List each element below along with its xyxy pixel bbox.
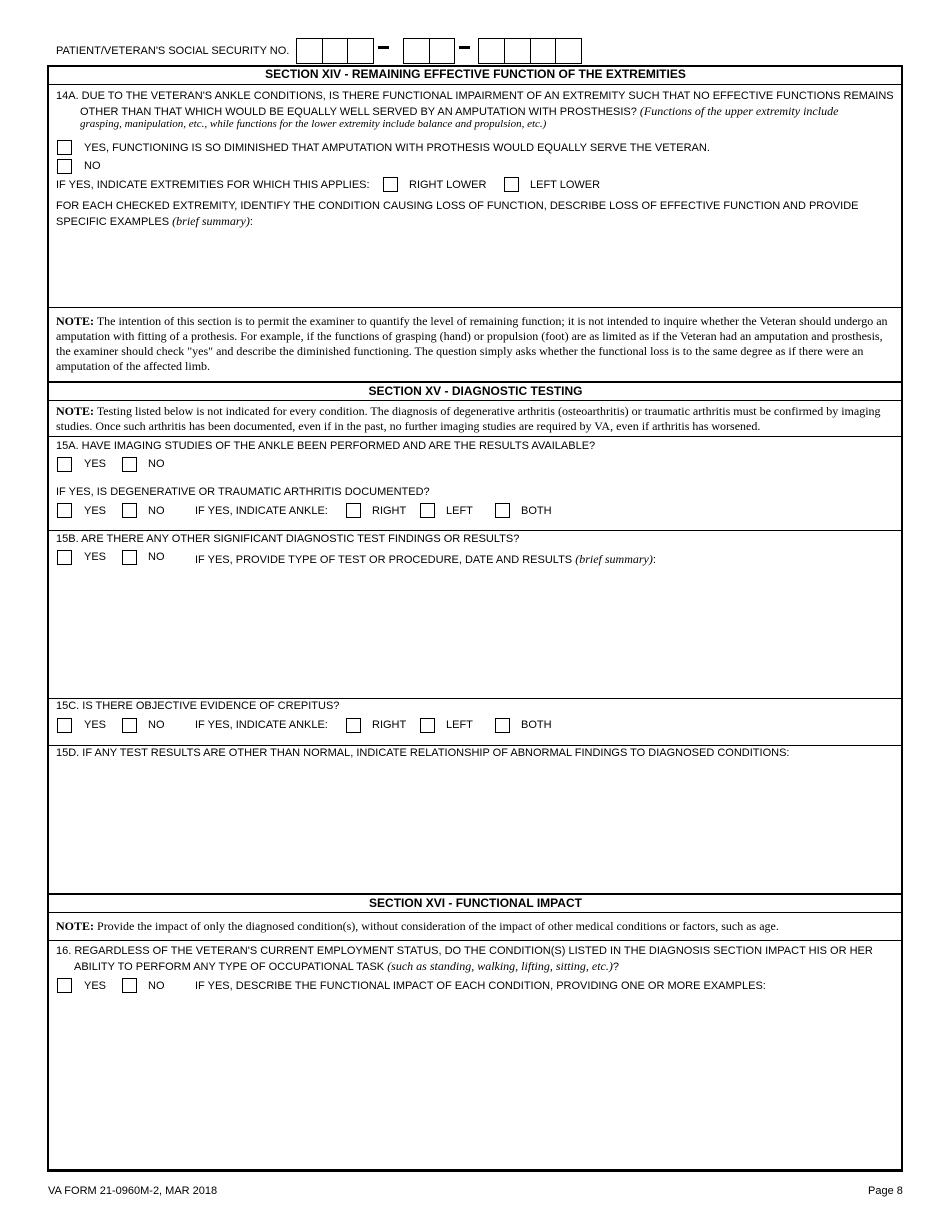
q15c-left-checkbox[interactable] [420, 718, 435, 733]
q15a-right-checkbox[interactable] [346, 503, 361, 518]
q15a-text: 15A. HAVE IMAGING STUDIES OF THE ANKLE BEEN PERFORMED AND ARE THE RESULTS AVAILABLE? [56, 440, 596, 452]
ssn-dash [459, 46, 470, 49]
divider [48, 893, 903, 895]
q14a-extremities-label: IF YES, INDICATE EXTREMITIES FOR WHICH THIS APPLIES: [56, 179, 370, 191]
q16-yes-checkbox[interactable] [57, 978, 72, 993]
q15d-relationship-field[interactable] [56, 764, 896, 890]
q15a-both-checkbox[interactable] [495, 503, 510, 518]
page-number: Page 8 [868, 1185, 903, 1197]
q14a-no-checkbox[interactable] [57, 159, 72, 174]
section-14-title: SECTION XIV - REMAINING EFFECTIVE FUNCTION OF THE EXTREMITIES [265, 67, 686, 81]
q15a-both-label: BOTH [521, 505, 552, 517]
q15c-right-label: RIGHT [372, 719, 407, 731]
q14a-summary-field[interactable] [56, 230, 896, 304]
q14a-text: 14A. DUE TO THE VETERAN'S ANKLE CONDITIONS, IS THERE FUNCTIONAL IMPAIRMENT OF AN EXTREMITY SUCH THAT NO EFFECTIVE FUNCTIONS REMAINS [56, 90, 894, 102]
q15b-text: 15B. ARE THERE ANY OTHER SIGNIFICANT DIAGNOSTIC TEST FINDINGS OR RESULTS? [56, 533, 520, 545]
q15b-yes-checkbox[interactable] [57, 550, 72, 565]
q15c-text: 15C. IS THERE OBJECTIVE EVIDENCE OF CREPITUS? [56, 700, 340, 712]
q16-text-cont: ABILITY TO PERFORM ANY TYPE OF OCCUPATIONAL TASK (such as standing, walking, lifting, sitting, etc.)? [74, 959, 619, 973]
q14a-yes-checkbox[interactable] [57, 140, 72, 155]
q16-text: 16. REGARDLESS OF THE VETERAN'S CURRENT EMPLOYMENT STATUS, DO THE CONDITION(S) LISTED IN THE DIAGNOSIS SECTION IMPACT HIS OR HER [56, 945, 873, 957]
divider [48, 84, 903, 85]
section-16-title: SECTION XVI - FUNCTIONAL IMPACT [369, 896, 582, 910]
q14a-each-extremity-text: FOR EACH CHECKED EXTREMITY, IDENTIFY THE CONDITION CAUSING LOSS OF FUNCTION, DESCRIBE LOSS OF EFFECTIVE FUNCTION AND PROVIDE [56, 200, 859, 212]
q15c-both-label: BOTH [521, 719, 552, 731]
q16-no-label: NO [148, 980, 165, 992]
q15b-no-checkbox[interactable] [122, 550, 137, 565]
section-15-title: SECTION XV - DIAGNOSTIC TESTING [368, 384, 583, 398]
q15c-no-label: NO [148, 719, 165, 731]
q15d-text: 15D. IF ANY TEST RESULTS ARE OTHER THAN NORMAL, INDICATE RELATIONSHIP OF ABNORMAL FINDINGS TO DIAGNOSED CONDITIONS: [56, 747, 790, 759]
q15a-arthritis-yes-label: YES [84, 505, 107, 517]
q15a-left-label: LEFT [446, 505, 473, 517]
q15c-left-label: LEFT [446, 719, 473, 731]
form-id: VA FORM 21-0960M-2, MAR 2018 [48, 1185, 218, 1197]
q16-describe-label: IF YES, DESCRIBE THE FUNCTIONAL IMPACT OF EACH CONDITION, PROVIDING ONE OR MORE EXAMPLES: [195, 980, 766, 992]
q15c-yes-label: YES [84, 719, 107, 731]
q16-yes-label: YES [84, 980, 107, 992]
q15a-no-checkbox[interactable] [122, 457, 137, 472]
q15c-yes-checkbox[interactable] [57, 718, 72, 733]
section-14-note: NOTE: The intention of this section is to permit the examiner to quantify the level of remaining function; it is not intended to inquire whether the Veteran should undergo an amputation with fitting of a prothesis. For example, if the functions of grasping (hand) or propulsion (foot) are as limited as if the Veteran had an amputation and prosthesis, the examiner should check "yes" and describe the diminished functioning. The question simply asks whether the functional loss is to the same degree as if there were an amputation of the affected limb. [56, 314, 888, 373]
q15b-no-label: NO [148, 551, 165, 563]
ssn-part3-input[interactable] [478, 38, 582, 64]
q14a-italic-note: grasping, manipulation, etc., while functions for the lower extremity include balance and propulsion, etc.) [80, 118, 547, 130]
q15a-arthritis-no-label: NO [148, 505, 165, 517]
q15a-no-label: NO [148, 458, 165, 470]
q14a-each-extremity-text-cont: SPECIFIC EXAMPLES (brief summary): [56, 214, 253, 228]
q15a-arthritis-no-checkbox[interactable] [122, 503, 137, 518]
divider [48, 530, 903, 531]
divider [48, 307, 903, 308]
divider [48, 940, 903, 941]
q14a-no-label: NO [84, 160, 101, 172]
section-16-note: NOTE: Provide the impact of only the diagnosed condition(s), without consideration of the impact of other medical conditions or factors, such as age. [56, 919, 779, 933]
left-lower-checkbox[interactable] [504, 177, 519, 192]
right-lower-label: RIGHT LOWER [409, 179, 487, 191]
q15a-arthritis-text: IF YES, IS DEGENERATIVE OR TRAUMATIC ARTHRITIS DOCUMENTED? [56, 486, 430, 498]
q15a-right-label: RIGHT [372, 505, 407, 517]
q15b-yes-label: YES [84, 551, 107, 563]
q15a-arthritis-yes-checkbox[interactable] [57, 503, 72, 518]
divider [48, 745, 903, 746]
q15c-no-checkbox[interactable] [122, 718, 137, 733]
divider [48, 381, 903, 383]
q15c-indicate-ankle-label: IF YES, INDICATE ANKLE: [195, 719, 328, 731]
divider [48, 698, 903, 699]
ssn-label: PATIENT/VETERAN'S SOCIAL SECURITY NO. [56, 45, 290, 57]
q15a-indicate-ankle-label: IF YES, INDICATE ANKLE: [195, 505, 328, 517]
right-lower-checkbox[interactable] [383, 177, 398, 192]
q16-no-checkbox[interactable] [122, 978, 137, 993]
q15c-right-checkbox[interactable] [346, 718, 361, 733]
q15b-summary-field[interactable] [56, 570, 896, 694]
ssn-part2-input[interactable] [403, 38, 455, 64]
q15a-yes-checkbox[interactable] [57, 457, 72, 472]
q15a-yes-label: YES [84, 458, 107, 470]
q14a-yes-label: YES, FUNCTIONING IS SO DIMINISHED THAT AMPUTATION WITH PROTHESIS WOULD EQUALLY SERVE THE VETERAN. [84, 142, 710, 154]
divider [48, 436, 903, 437]
ssn-dash [378, 46, 389, 49]
divider [48, 912, 903, 913]
q15a-left-checkbox[interactable] [420, 503, 435, 518]
q16-impact-field[interactable] [56, 998, 896, 1166]
q14a-text-cont: OTHER THAN THAT WHICH WOULD BE EQUALLY WELL SERVED BY AN AMPUTATION WITH PROSTHESIS? (Functions of the upper extremity include [80, 104, 839, 118]
q15c-both-checkbox[interactable] [495, 718, 510, 733]
q15b-provide-label: IF YES, PROVIDE TYPE OF TEST OR PROCEDURE, DATE AND RESULTS (brief summary): [195, 552, 656, 566]
ssn-part1-input[interactable] [296, 38, 374, 64]
section-15-note: NOTE: Testing listed below is not indicated for every condition. The diagnosis of degenerative arthritis (osteoarthritis) or traumatic arthritis must be confirmed by imaging studies. Once such arthritis has been documented, even if in the past, no further imaging studies are required by VA, even if arthritis has worsened. [56, 404, 881, 433]
divider [48, 400, 903, 401]
left-lower-label: LEFT LOWER [530, 179, 601, 191]
